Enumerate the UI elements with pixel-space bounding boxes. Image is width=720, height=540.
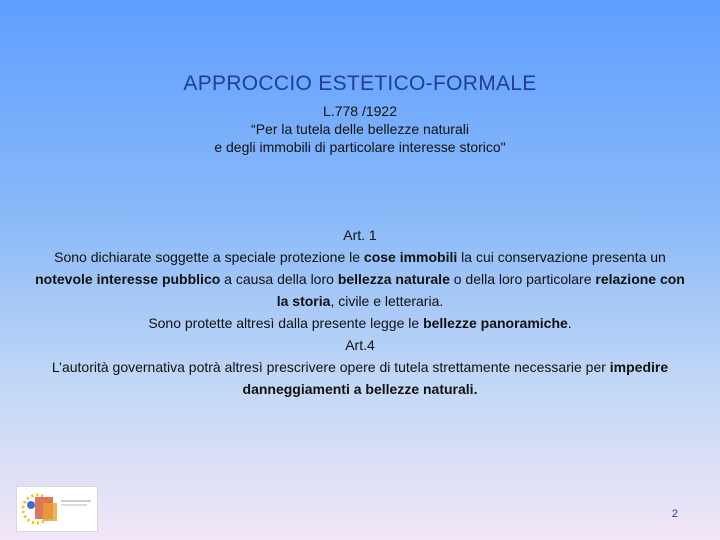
slide-heading xyxy=(0,72,720,156)
art1-bold: relazione con la storia xyxy=(276,271,685,309)
art1-paragraph-2 xyxy=(30,312,690,334)
logo-graphic xyxy=(17,487,97,531)
law-subtitle-line2: e degli immobili di particolare interesse storico" xyxy=(214,139,506,155)
art4-text: L’autorità governativa potrà altresì prescrivere opere di tutela strettamente necessarie per xyxy=(51,359,610,375)
law-subtitle-line1: “Per la tutela delle bellezze naturali xyxy=(251,121,469,137)
art1-bold: bellezze panoramiche xyxy=(423,315,568,331)
art4-paragraph xyxy=(30,356,690,400)
art1-text: la cui conservazione presenta un xyxy=(457,249,666,265)
art1-text: , civile e letteraria. xyxy=(330,293,444,309)
art4-heading: Art.4 xyxy=(345,337,375,353)
art1-text: a causa della loro xyxy=(220,271,338,287)
slide-body xyxy=(30,224,690,400)
art1-bold: bellezza naturale xyxy=(337,271,450,287)
art1-text: Sono dichiarate soggette a speciale protezione le xyxy=(54,249,364,265)
art1-text: . xyxy=(567,315,572,331)
page-number: 2 xyxy=(671,508,678,520)
institution-logo-icon xyxy=(16,486,98,532)
art1-paragraph xyxy=(30,246,690,312)
art1-text: Sono protette altresì dalla presente legge le xyxy=(148,315,424,331)
art1-bold: notevole interesse pubblico xyxy=(35,271,221,287)
art1-text: o della loro particolare xyxy=(449,271,596,287)
art1-heading: Art. 1 xyxy=(343,227,377,243)
art4-bold: impedire danneggiamenti a bellezze naturali. xyxy=(242,359,669,397)
law-reference: L.778 /1922 xyxy=(323,103,397,119)
art1-bold: cose immobili xyxy=(363,249,458,265)
slide-title: APPROCCIO ESTETICO-FORMALE xyxy=(183,72,537,95)
